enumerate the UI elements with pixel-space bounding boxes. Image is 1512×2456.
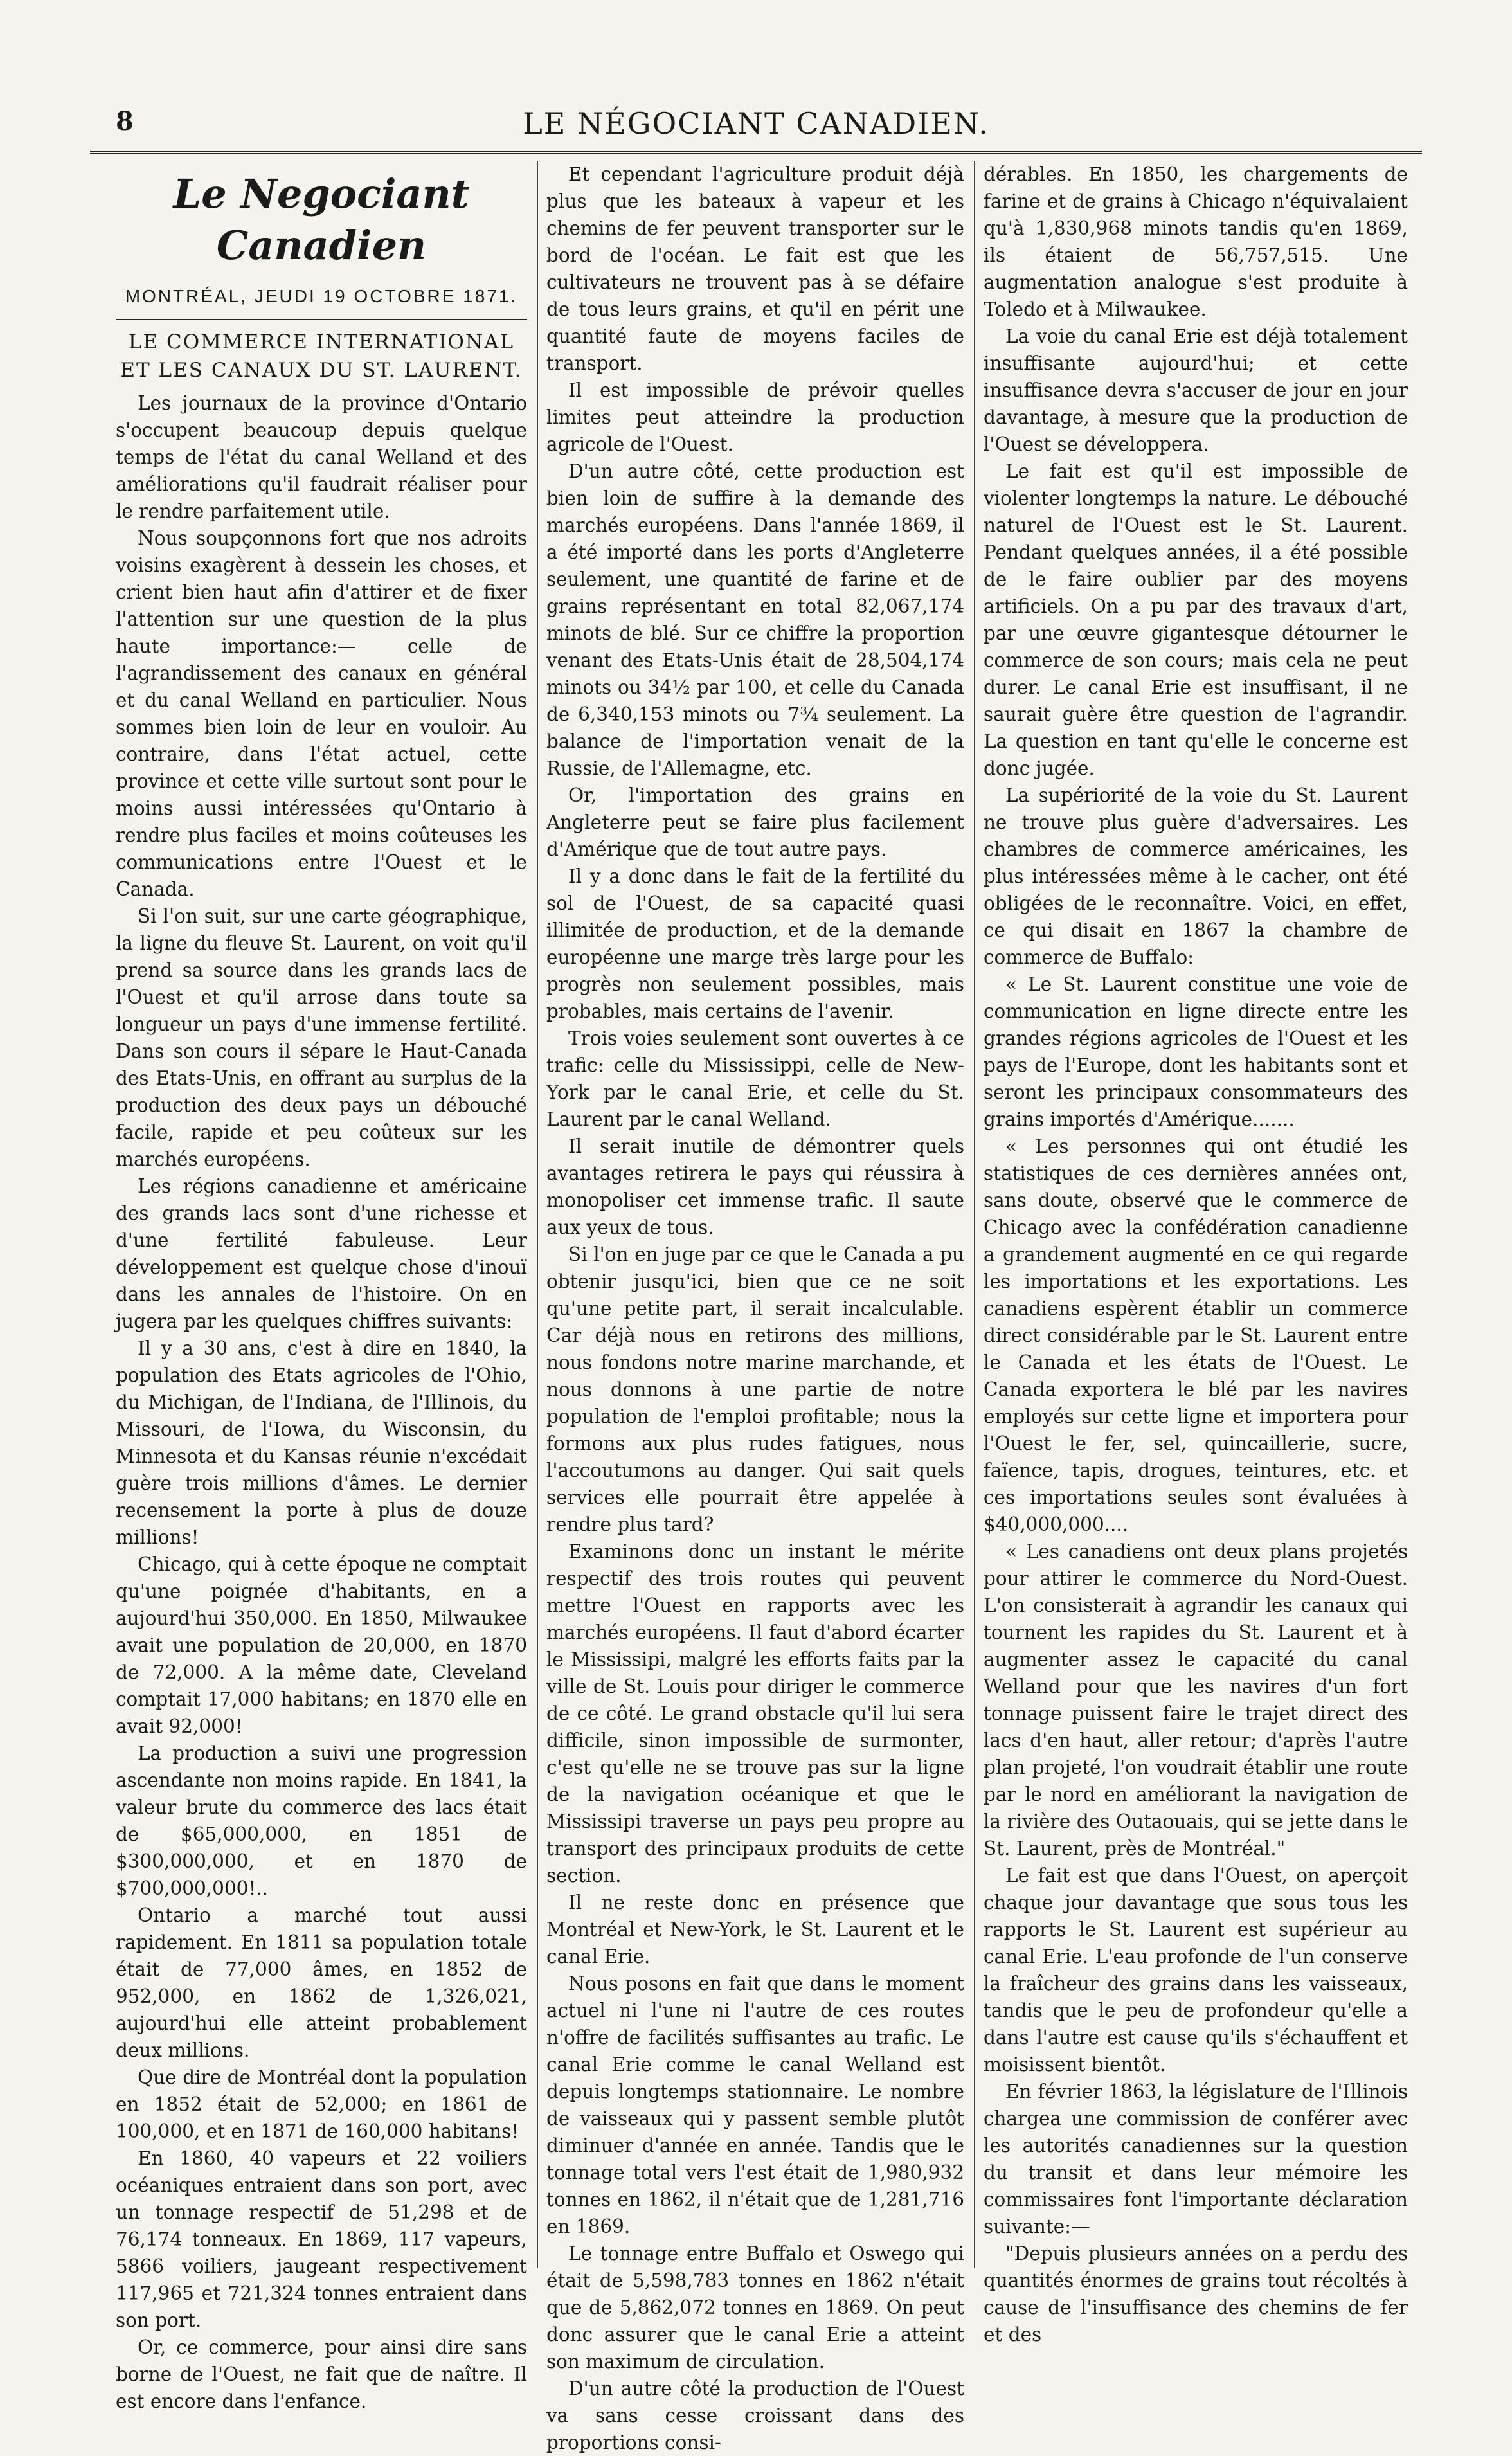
paragraph: En février 1863, la législature de l'Illinois chargea une commission de conférer avec les autorités canadiennes sur la question du transit et dans leur mémoire les commissaires font l'importante déclaration suivante:— xyxy=(984,2081,1408,2237)
paragraph: Chicago, qui à cette époque ne comptait qu'une poignée d'habitants, en a aujourd'hui 350,000. En 1850, Milwaukee avait une population de 20,000, en 1870 de 72,000. A la même date, Cleveland comptait 17,000 habitans; en 1870 elle en avait 92,000! xyxy=(116,1553,527,1737)
paragraph: "Depuis plusieurs années on a perdu des quantités énormes de grains tout récoltés à cause de l'insuffisance des chemins de fer et des xyxy=(984,2243,1408,2345)
paragraph: D'un autre côté la production de l'Ouest va sans cesse croissant dans des proportions consi- xyxy=(546,2378,964,2453)
column-rule xyxy=(974,161,975,2268)
paragraph: dérables. En 1850, les chargements de farine et de grains à Chicago n'équivalaient qu'à 1,830,968 minots tandis qu'en 1869, ils étaient de 56,757,515. Une augmentation analogue s'est produite à Toledo et à Milwaukee. xyxy=(984,163,1408,320)
paragraph: Et cependant l'agriculture produit déjà plus que les bateaux à vapeur et les chemins de fer peuvent transporter sur le bord de l'océan. Le fait est que les cultivateurs ne trouvent pas à se défaire de tous leurs grains, et qu'il en périt une quantité faute de moyens faciles de transport. xyxy=(546,163,964,374)
paragraph: Or, l'importation des grains en Angleterre peut se faire plus facilement d'Amérique que de tout autre pays. xyxy=(546,784,964,860)
column-rule xyxy=(537,161,538,2268)
paragraph: Si l'on suit, sur une carte géographique, la ligne du fleuve St. Laurent, on voit qu'il prend sa source dans les grands lacs de l'Ouest et qu'il arrose dans toute sa longueur un pays d'une immense fertilité. Dans son cours il sépare le Haut-Canada des Etats-Unis, en offrant au surplus de la production des deux pays un débouché facile, rapide et peu coûteux sur les marchés européens. xyxy=(116,905,527,1170)
paragraph: Les régions canadienne et américaine des grands lacs sont d'une richesse et d'une fertilité fabuleuse. Leur développement est quelque chose d'inouï dans les annales de l'histoire. On en jugera par les quelques chiffres suivants: xyxy=(116,1175,527,1332)
running-title: LE NÉGOCIANT CANADIEN. xyxy=(523,106,989,141)
paragraph: Les journaux de la province d'Ontario s'occupent beaucoup depuis quelque temps de l'état du canal Welland et des améliorations qu'il faudrait réaliser pour le rendre parfaitement utile. xyxy=(116,392,527,522)
page-number: 8 xyxy=(116,106,134,136)
paragraph: Que dire de Montréal dont la population en 1852 était de 52,000; en 1861 de 100,000, et en 1871 de 160,000 habitans! xyxy=(116,2066,527,2142)
paragraph: Trois voies seulement sont ouvertes à ce trafic: celle du Mississippi, celle de New-York par le canal Erie, et celle du St. Laurent par le canal Welland. xyxy=(546,1027,964,1130)
paragraph: Il ne reste donc en présence que Montréal et New-York, le St. Laurent et le canal Erie. xyxy=(546,1892,964,1967)
paragraph: Il y a 30 ans, c'est à dire en 1840, la population des Etats agricoles de l'Ohio, du Michigan, de l'Indiana, de l'Illinois, du Missouri, de l'Iowa, du Wisconsin, du Minnesota et du Kansas réunie n'excédait guère trois millions d'âmes. Le dernier recensement la porte à plus de douze millions! xyxy=(116,1337,527,1548)
article-title: LE COMMERCE INTERNATIONAL ET LES CANAUX DU ST. LAURENT. xyxy=(120,330,523,382)
dateline: MONTRÉAL, JEUDI 19 OCTOBRE 1871. xyxy=(125,286,518,306)
header-rule xyxy=(90,151,1422,154)
paragraph: « Les canadiens ont deux plans projetés pour attirer le commerce du Nord-Ouest. L'on consisterait à agrandir les canaux qui tournent les rapides du St. Laurent et à augmenter assez le capacité du canal Welland pour que les navires d'un fort tonnage puissent faire le trajet direct des lacs d'en haut, aller retour; d'après l'autre plan projeté, l'on voudrait établir une route par le nord en améliorant la navigation de la rivière des Outaouais, qui se jette dans le St. Laurent, près de Montréal." xyxy=(984,1540,1408,1859)
masthead-title: Le Negociant Canadien xyxy=(173,170,470,269)
divider xyxy=(116,319,527,320)
paragraph: Il serait inutile de démontrer quels avantages retirera le pays qui réussira à monopoliser cet immense trafic. Il saute aux yeux de tous. xyxy=(546,1135,964,1238)
paragraph: La production a suivi une progression ascendante non moins rapide. En 1841, la valeur brute du commerce des lacs était de $65,000,000, en 1851 de $300,000,000, et en 1870 de $700,000,000!.. xyxy=(116,1742,527,1899)
paragraph: « Le St. Laurent constitue une voie de communication en ligne directe entre les grandes régions agricoles de l'Ouest et les pays de l'Europe, dont les habitants sont et seront les principaux consommateurs des grains importés d'Amérique....... xyxy=(984,973,1408,1130)
paragraph: Il est impossible de prévoir quelles limites peut atteindre la production agricole de l'Ouest. xyxy=(546,379,964,455)
paragraph: « Les personnes qui ont étudié les statistiques de ces dernières années ont, sans doute, observé que le commerce de Chicago avec la confédération canadienne a grandement augmenté en ce qui regarde les importations et les exportations. Les canadiens espèrent établir un commerce direct considérable par le St. Laurent entre le Canada et les états de l'Ouest. Le Canada exportera le blé par les navires employés sur cette ligne et importera pour l'Ouest le fer, sel, quincaillerie, sucre, faïence, tapis, drogues, teintures, etc. et ces importations seules sont évaluées à $40,000,000.... xyxy=(984,1135,1408,1535)
paragraph: Si l'on en juge par ce que le Canada a pu obtenir jusqu'ici, bien que ce ne soit qu'une petite part, il serait incalculable. Car déjà nous en retirons des millions, nous fondons notre marine marchande, et nous donnons à une partie de notre population de l'emploi profitable; nous la formons aux plus rudes fatigues, nous l'accoutumons au danger. Qui sait quels services elle pourrait être appelée à rendre plus tard? xyxy=(546,1243,964,1535)
paragraph: Nous posons en fait que dans le moment actuel ni l'une ni l'autre de ces routes n'offre de facilités suffisantes au trafic. Le canal Erie comme le canal Welland est depuis longtemps stationnaire. Le nombre de vaisseaux qui y passent semble plutôt diminuer d'année en année. Tandis que le tonnage total vers l'est était de 1,980,932 tonnes en 1862, il n'était que de 1,281,716 en 1869. xyxy=(546,1973,964,2237)
paragraph: Le fait est qu'il est impossible de violenter longtemps la nature. Le débouché naturel de l'Ouest est le St. Laurent. Pendant quelques années, il a été possible de le faire oublier par des moyens artificiels. On a pu par des travaux d'art, par une œuvre gigantesque détourner le commerce de son cours; mais cela ne peut durer. Le canal Erie est insuffisant, il ne saurait guère être question de l'agrandir. La question en tant qu'elle le concerne est donc jugée. xyxy=(984,460,1408,779)
paragraph: Il y a donc dans le fait de la fertilité du sol de l'Ouest, de sa capacité quasi illimitée de production, et de la demande européenne une marge très large pour les progrès non seulement possibles, mais probables, mais certains de l'avenir. xyxy=(546,865,964,1022)
column-2 xyxy=(546,161,964,2453)
paragraph: Le tonnage entre Buffalo et Oswego qui était de 5,598,783 tonnes en 1862 n'était que de 5,862,072 tonnes en 1869. On peut donc assurer que le canal Erie a atteint son maximum de circulation. xyxy=(546,2243,964,2372)
paragraph: D'un autre côté, cette production est bien loin de suffire à la demande des marchés européens. Dans l'année 1869, il a été importé dans les ports d'Angleterre seulement, une quantité de farine et de grains représentant en total 82,067,174 minots de blé. Sur ce chiffre la proportion venant des Etats-Unis était de 28,504,174 minots ou 34½ par 100, et celle du Canada de 6,340,153 minots ou 7¾ seulement. La balance de l'importation venait de la Russie, de l'Allemagne, etc. xyxy=(546,460,964,779)
paragraph: Ontario a marché tout aussi rapidement. En 1811 sa population totale était de 77,000 âmes, en 1852 de 952,000, en 1862 de 1,326,021, aujourd'hui elle atteint probablement deux millions. xyxy=(116,1904,527,2061)
paragraph: Le fait est que dans l'Ouest, on aperçoit chaque jour davantage que sous tous les rapports le St. Laurent est supérieur au canal Erie. L'eau profonde de l'un conserve la fraîcheur des grains dans les vaisseaux, tandis que le peu de profondeur qu'elle a dans l'autre est cause qu'ils s'échauffent et moisissent bientôt. xyxy=(984,1865,1408,2075)
column-3 xyxy=(984,161,1408,2345)
paragraph: Examinons donc un instant le mérite respectif des trois routes qui peuvent mettre l'Ouest en rapports avec les marchés européens. Il faut d'abord écarter le Mississipi, malgré les efforts faits par la ville de St. Louis pour diriger le commerce de ce côté. Le grand obstacle qu'il lui sera difficile, sinon impossible de surmonter, c'est qu'elle ne se trouve pas sur la ligne de la navigation océanique et que le Mississipi traverse un pays peu propre au transport des principaux produits de cette section. xyxy=(546,1540,964,1886)
paragraph: Or, ce commerce, pour ainsi dire sans borne de l'Ouest, ne fait que de naître. Il est encore dans l'enfance. xyxy=(116,2336,527,2412)
paragraph: La supériorité de la voie du St. Laurent ne trouve plus guère d'adversaires. Les chambres de commerce américaines, les plus intéressées même à le cacher, ont été obligées de le reconnaître. Voici, en effet, ce qui disait en 1867 la chambre de commerce de Buffalo: xyxy=(984,784,1408,968)
paragraph: En 1860, 40 vapeurs et 22 voiliers océaniques entraient dans son port, avec un tonnage respectif de 51,298 et de 76,174 tonneaux. En 1869, 117 vapeurs, 5866 voiliers, jaugeant respectivement 117,965 et 721,324 tonnes entraient dans son port. xyxy=(116,2147,527,2331)
column-1 xyxy=(116,161,527,2412)
paragraph: La voie du canal Erie est déjà totalement insuffisante aujourd'hui; et cette insuffisance devra s'accuser de jour en jour davantage, à mesure que la production de l'Ouest se développera. xyxy=(984,325,1408,455)
paragraph: Nous soupçonnons fort que nos adroits voisins exagèrent à dessein les choses, et crient bien haut afin d'attirer et de fixer l'attention sur une question de la plus haute importance:— celle de l'agrandissement des canaux en général et du canal Welland en particulier. Nous sommes bien loin de leur en vouloir. Au contraire, dans l'état actuel, cette province et cette ville surtout sont pour le moins aussi intéressées qu'Ontario à rendre plus faciles et moins coûteuses les communications entre l'Ouest et le Canada. xyxy=(116,527,527,900)
page-header xyxy=(90,106,1422,151)
